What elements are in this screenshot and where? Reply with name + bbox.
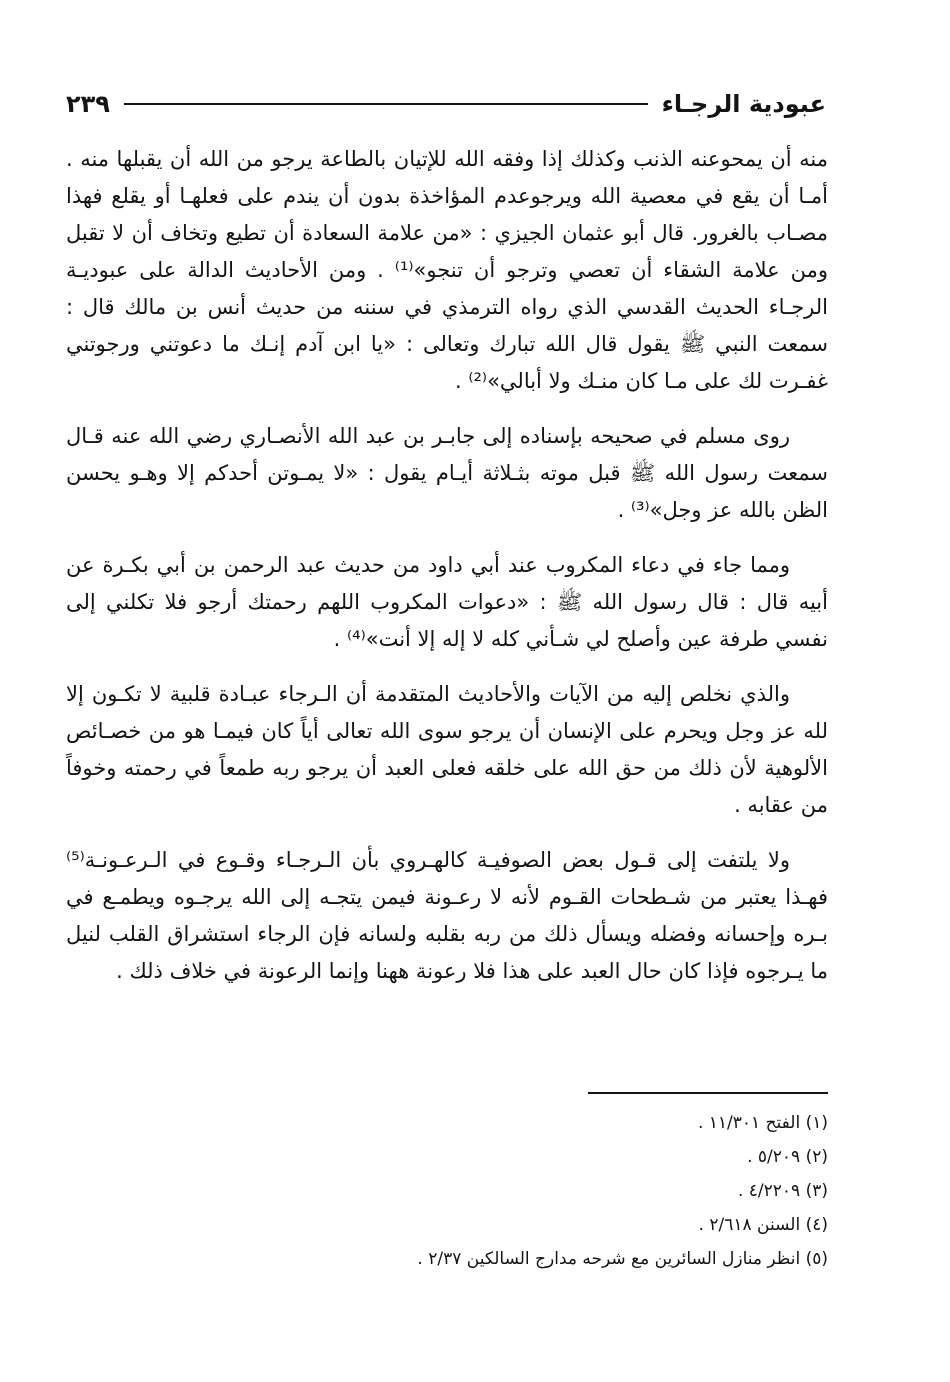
header-rule: [124, 103, 648, 105]
footnote: (٤) السنن ٢/٦١٨ .: [698, 1215, 828, 1235]
footnotes: [66, 1106, 828, 1276]
footnote-divider: [588, 1092, 828, 1094]
paragraph: منه أن يمحوعنه الذنب وكذلك إذا وفقه الله للإتيان بالطاعة يرجو من الله أن يقبلها منه . أمـا أن يقع في معصية الله ويرجوعدم المؤاخذة بدون أن يندم على فعلهـا أو يقلع فهذا مصـاب بالغرور. قال أبو عثمان الجيزي : «من علامة السعادة أن تطيع وتخاف أن لا تقبل ومن علامة الشقاء أن تعصي وترجو أن تنجو»⁽¹⁾ . ومن الأحاديث الدالة على عبوديـة الرجـاء الحديث القدسي الذي رواه الترمذي في سننه من حديث أنس بن مالك قال : سمعت النبي ﷺ يقول قال الله تبارك وتعالى : «يا ابن آدم إنـك ما دعوتني ورجوتني غفـرت لك على مـا كان منـك ولا أبالي»⁽²⁾ .: [66, 147, 828, 393]
page-number: ٢٣٩: [66, 90, 110, 118]
footnote: (١) الفتح ١١/٣٠١ .: [697, 1113, 828, 1133]
running-title: عبودية الرجـاء: [661, 90, 826, 118]
paragraph: ولا يلتفت إلى قـول بعض الصوفيـة كالهـروي بأن الـرجـاء وقـوع في الـرعـونـة⁽⁵⁾ فهـذا يعتبر من شـطحات القـوم لأنه لا رعـونة فيمن يتجـه إلى الله يرجـوه ويطمـع في بـره وإحسانه وفضله ويسأل ذلك من ربه بقلبه ولسانه فإن الرجاء استشراق القلب لنيل ما يـرجوه فإذا كان حال العبد على هذا فلا رعونة ههنا وإنما الرعونة في خلاف ذلك .: [66, 848, 828, 983]
paragraph: روى مسلم في صحيحه بإسناده إلى جابـر بن عبد الله الأنصـاري رضي الله عنه قـال سمعت رسول الله ﷺ قبل موته بثـلاثة أيـام يقول : «لا يمـوتن أحدكم إلا وهـو يحسن الظن بالله عز وجل»⁽³⁾ .: [66, 424, 828, 522]
page-header: [66, 84, 826, 124]
footnote: (٣) ٤/٢٢٠٩ .: [737, 1181, 828, 1201]
main-text: [66, 141, 828, 1008]
footnote: (٥) انظر منازل السائرين مع شرحه مدارج السالكين ٢/٣٧ .: [417, 1249, 828, 1269]
paragraph: والذي نخلص إليه من الآيات والأحاديث المتقدمة أن الـرجاء عبـادة قلبية لا تكـون إلا لله عز وجل ويحرم على الإنسان أن يرجو سوى الله تعالى أياً كان فيمـا هو من خصـائص الألوهية لأن ذلك من حق الله على خلقه فعلى العبد أن يرجو ربه طمعاً في رحمته وخوفاً من عقابه .: [66, 682, 828, 817]
footnote: (٢) ٥/٢٠٩ .: [747, 1147, 828, 1167]
paragraph: ومما جاء في دعاء المكروب عند أبي داود من حديث عبد الرحمن بن أبي بكـرة عن أبيه قال : قال رسول الله ﷺ : «دعوات المكروب اللهم رحمتك أرجو فلا تكلني إلى نفسي طرفة عين وأصلح لي شـأني كله لا إله إلا أنت»⁽⁴⁾ .: [66, 553, 828, 651]
